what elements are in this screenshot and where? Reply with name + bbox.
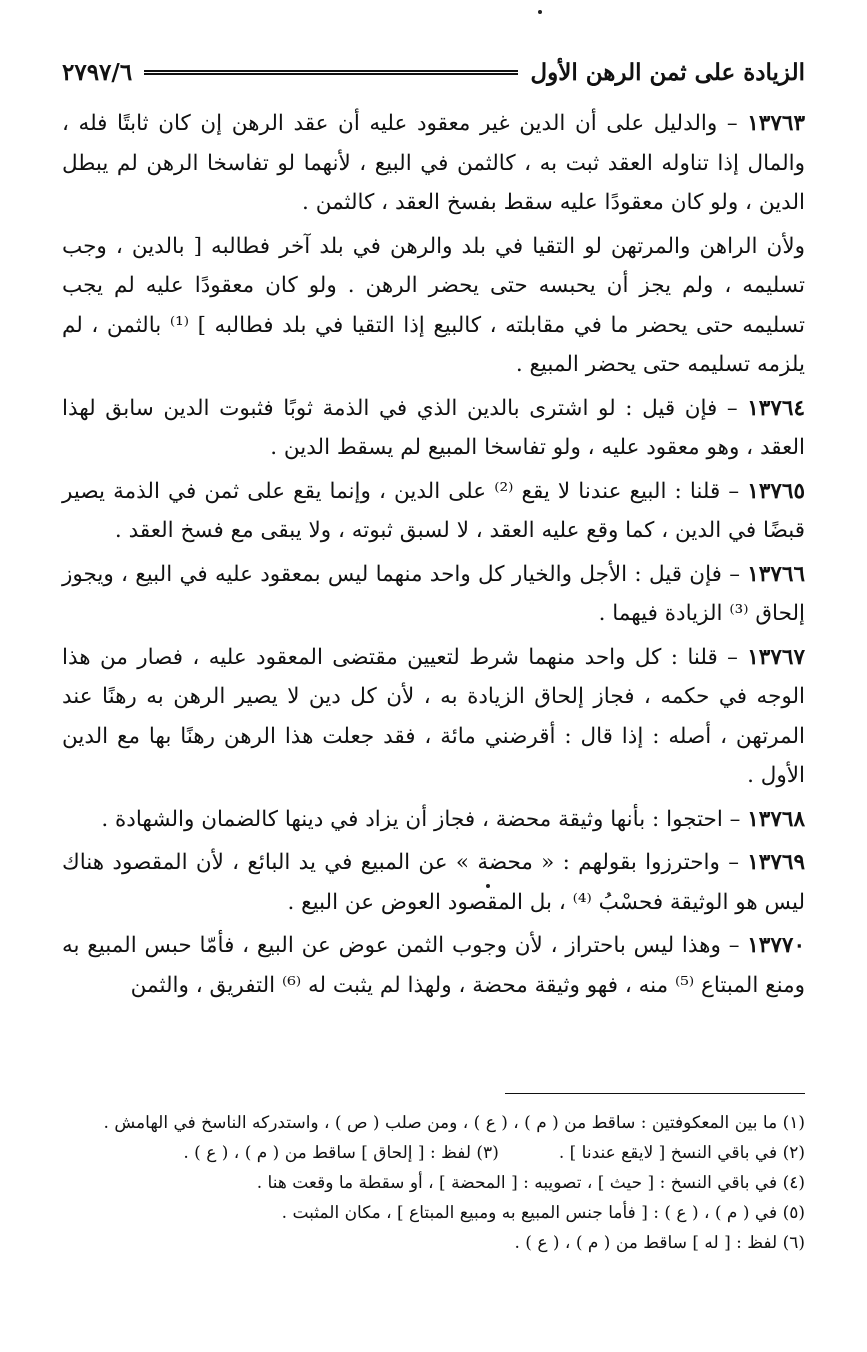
- paragraph-13768: [62, 800, 805, 840]
- paragraph-text: – قلنا : كل واحد منهما شرط لتعيين مقتضى المعقود عليه ، فصار من هذا الوجه في حكمه ، فجاز إلحاق الزيادة به ، لأن كل دين لا يصير الرهن به رهنًا عند المرتهن ، أصله : إذا قال : أقرضني مائة ، فقد جعلت هذا الرهن رهنًا بها مع الدين الأول .: [62, 644, 805, 788]
- footnote-4: (٤) في باقي النسخ : [ حيث ] ، تصويبه : [ المحضة ] ، أو سقطة ما وقعت هنا .: [256, 1173, 805, 1193]
- paragraph-number: ١٣٧٦٨: [747, 806, 805, 832]
- footnote-5: (٥) في ( م ) ، ( ع ) : [ فأما جنس المبيع به ومبيع المبتاع ] ، مكان المثبت .: [281, 1203, 805, 1223]
- paragraph-text: – فإن قيل : لو اشترى بالدين الذي في الذمة ثوبًا فثبوت الدين سابق لهذا العقد ، وهو معقود عليه ، ولو تفاسخا المبيع لم يسقط الدين .: [62, 395, 805, 460]
- footnote-3: (٣) لفظ : [ إلحاق ] ساقط من ( م ) ، ( ع ) .: [183, 1143, 499, 1163]
- paragraph-text: ولأن الراهن والمرتهن لو التقيا في بلد والرهن في بلد آخر فطالبه [ بالدين ، وجب تسليمه ، ولم يجز أن يحبسه حتى يحضر الرهن . ولو كان معقودًا عليه لم يجب تسليمه حتى يحضر ما في مقابلته ، كالبيع إذا التقيا في بلد فطالبه ] ⁽¹⁾ بالثمن ، لم يلزمه تسليمه حتى يحضر المبيع .: [62, 233, 805, 377]
- running-title: الزيادة على ثمن الرهن الأول: [530, 58, 805, 86]
- footnote-6: (٦) لفظ : [ له ] ساقط من ( م ) ، ( ع ) .: [514, 1233, 805, 1253]
- paragraph-number: ١٣٧٦٦: [747, 561, 805, 587]
- paragraph-number: ١٣٧٦٩: [747, 850, 805, 875]
- footnote-1: (١) ما بين المعكوفتين : ساقط من ( م ) ، ( ع ) ، ومن صلب ( ص ) ، واستدركه الناسخ في الهامش .: [103, 1113, 805, 1133]
- paragraph-13763: [62, 104, 805, 223]
- scan-speck: [486, 884, 490, 888]
- paragraph-text: – احتجوا : بأنها وثيقة محضة ، فجاز أن يزاد في دينها كالضمان والشهادة .: [101, 806, 748, 832]
- paragraph-continuation: [62, 227, 805, 385]
- paragraph-13770: [62, 926, 805, 1005]
- paragraph-text: – وهذا ليس باحتراز ، لأن وجوب الثمن عوض عن البيع ، فأمّا حبس المبيع به ومنع المبتاع ⁽⁵⁾ منه ، فهو وثيقة محضة ، ولهذا لم يثبت له ⁽⁶⁾ التفريق ، والثمن: [62, 933, 805, 998]
- footnote-row: [62, 1138, 805, 1168]
- header-rule: [144, 70, 518, 75]
- paragraph-number: ١٣٧٦٧: [747, 644, 805, 670]
- paragraph-13765: [62, 472, 805, 551]
- footnote-separator: [505, 1093, 805, 1094]
- paragraph-13767: [62, 638, 805, 796]
- paragraph-13766: [62, 555, 805, 634]
- paragraph-text: – قلنا : البيع عندنا لا يقع ⁽²⁾ على الدين ، وإنما يقع على ثمن في الذمة يصير قبضًا في الدين ، كما وقع عليه العقد ، لا لسبق ثبوته ، ولا يبقى مع فسخ العقد .: [62, 478, 805, 543]
- paragraph-13769: [62, 843, 805, 922]
- paragraph-text: – فإن قيل : الأجل والخيار كل واحد منهما ليس بمعقود عليه في البيع ، ويجوز إلحاق ⁽³⁾ الزيادة فيهما .: [62, 561, 805, 626]
- footnotes: [62, 1108, 805, 1258]
- page-header: [62, 52, 805, 92]
- main-text: [62, 104, 805, 1009]
- page-number: ٢٧٩٧/٦: [62, 58, 133, 86]
- paragraph-text: – واحترزوا بقولهم : « محضة » عن المبيع في يد البائع ، لأن المقصود هناك ليس هو الوثيقة فحسْبُ ⁽⁴⁾ ، بل المقصود العوض عن البيع .: [62, 850, 805, 915]
- footnote-2: (٢) في باقي النسخ [ لايقع عندنا ] .: [558, 1143, 805, 1163]
- paragraph-number: ١٣٧٦٣: [747, 111, 805, 136]
- paragraph-13764: [62, 389, 805, 468]
- scan-speck: [538, 10, 542, 14]
- paragraph-number: ١٣٧٦٥: [747, 478, 806, 504]
- paragraph-text: – والدليل على أن الدين غير معقود عليه أن عقد الرهن إن كان ثابتًا فله ، والمال إذا تناوله العقد ثبت به ، كالثمن في البيع ، لأنهما لو تفاسخا الرهن لم يبطل الدين ، ولو كان معقودًا عليه سقط بفسخ العقد ، كالثمن .: [62, 111, 805, 215]
- paragraph-number: ١٣٧٧٠: [747, 933, 805, 958]
- paragraph-number: ١٣٧٦٤: [747, 395, 805, 421]
